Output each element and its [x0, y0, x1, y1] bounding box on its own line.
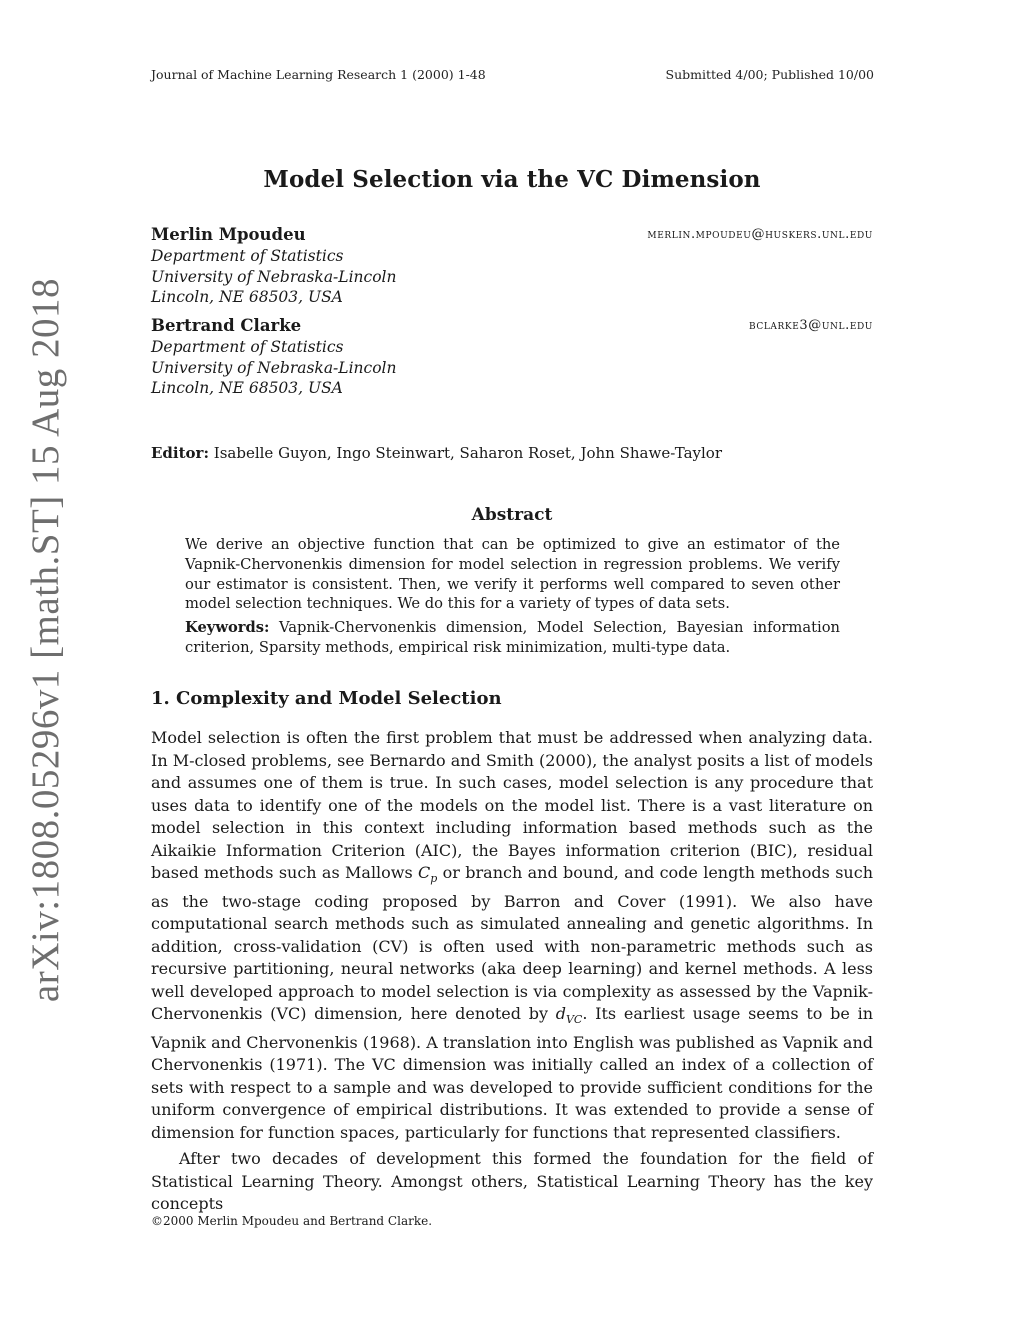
author-name: Bertrand Clarke	[151, 316, 302, 335]
arxiv-side-stamp: arXiv:1808.05296v1 [math.ST] 15 Aug 2018	[24, 277, 67, 1003]
keywords-label: Keywords:	[185, 619, 270, 636]
author-block-2	[151, 315, 873, 399]
paragraph-text: . Its earliest usage seems to be in Vapnik and Chervonenkis (1968). A translation into English was published as Vapnik and Chervonenkis (1971). The VC dimension was initially called an index of a collection of sets with respect to a sample and was developed to provide sufficient conditions for the uniform convergence of empirical distributions. It was extended to provide a sense of dimension for function spaces, particularly for functions that represented classifiers.	[151, 1004, 873, 1142]
paragraph-text: or branch and bound, and code length methods such as the two-stage coding proposed by Barron and Cover (1991). We also have computational search methods such as simulated annealing and genetic algorithms. In addition, cross-validation (CV) is often used with non-parametric methods such as recursive partitioning, neural networks (aka deep learning) and kernel methods. A less well developed approach to model selection is via complexity as assessed by the Vapnik-Chervonenkis (VC) dimension, here denoted by	[151, 863, 873, 1024]
math-dvc: $d_{VC}$	[555, 1004, 583, 1027]
math-cp: $C_p$	[418, 863, 438, 886]
abstract-text: We derive an objective function that can be optimized to give an estimator of the Vapnik-Chervonenkis dimension for model selection in regression problems. We verify our estimator is consistent. Then, we verify it performs well compared to seven other model selection techniques. We do this for a variety of types of data sets.	[185, 536, 840, 613]
author-name: Merlin Mpoudeu	[151, 225, 306, 244]
section-body	[151, 727, 873, 1216]
paper-title: Model Selection via the VC Dimension	[263, 166, 761, 193]
author-university: University of Nebraska-Lincoln	[151, 358, 397, 377]
abstract-heading: Abstract	[471, 505, 553, 525]
paragraph-text: Model selection is often the first problem that must be addressed when analyzing data. In M-closed problems, see Bernardo and Smith (2000), the analyst posits a list of models and assumes one of them is true. In such cases, model selection is any procedure that uses data to identify one of the models on the model list. There is a vast literature on model selection in this context including information based methods such as the Aikaikie Information Criterion (AIC), the Bayes information criterion (BIC), residual based methods such as Mallows	[151, 728, 873, 882]
section-heading: 1. Complexity and Model Selection	[151, 688, 502, 709]
running-header-left: Journal of Machine Learning Research 1 (2000) 1-48	[151, 67, 486, 82]
author-department: Department of Statistics	[151, 247, 344, 265]
author-university: University of Nebraska-Lincoln	[151, 267, 397, 286]
paragraph-2: After two decades of development this formed the foundation for the field of Statistical Learning Theory. Amongst others, Statistical Learning Theory has the key concepts	[151, 1149, 873, 1214]
running-header-right: Submitted 4/00; Published 10/00	[665, 67, 874, 82]
editor-names: Isabelle Guyon, Ingo Steinwart, Saharon Roset, John Shawe-Taylor	[213, 444, 722, 462]
editor-line	[151, 444, 722, 462]
keywords	[185, 618, 840, 658]
author-address: Lincoln, NE 68503, USA	[151, 288, 343, 306]
editor-label: Editor:	[151, 444, 209, 462]
keywords-list: Vapnik-Chervonenkis dimension, Model Selection, Bayesian information criterion, Sparsity methods, empirical risk minimization, multi-type data.	[185, 619, 840, 656]
author-department: Department of Statistics	[151, 338, 344, 356]
paragraph-1	[151, 727, 873, 1144]
author-block-1	[151, 224, 873, 308]
author-email[interactable]: bclarke3@unl.edu	[748, 318, 873, 333]
copyright-footnote: ©2000 Merlin Mpoudeu and Bertrand Clarke.	[151, 1214, 433, 1228]
author-address: Lincoln, NE 68503, USA	[151, 379, 343, 397]
author-email[interactable]: merlin.mpoudeu@huskers.unl.edu	[647, 227, 873, 242]
